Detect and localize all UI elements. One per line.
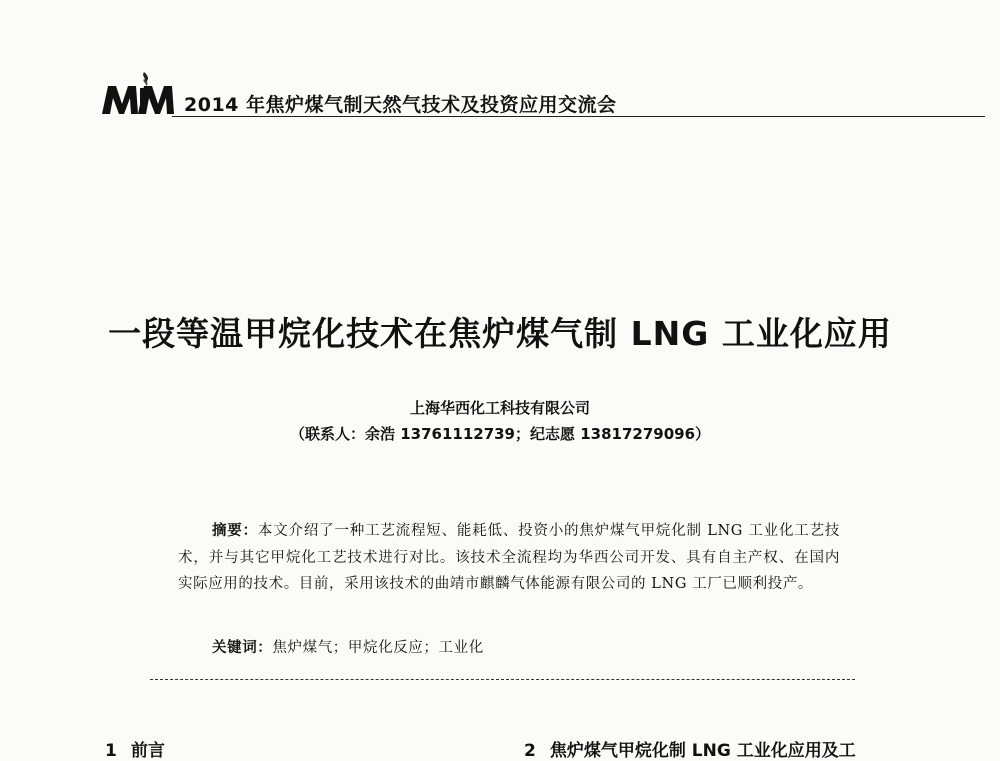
page-header <box>100 68 985 120</box>
section-heading-1 <box>105 736 165 761</box>
section-title: 焦炉煤气甲烷化制 LNG 工业化应用及工 <box>549 741 856 761</box>
abstract-label: 摘要： <box>212 523 258 539</box>
section-number: 2 <box>524 741 536 761</box>
conference-title: 2014 年焦炉煤气制天然气技术及投资应用交流会 <box>184 94 617 116</box>
section-title: 前言 <box>130 741 165 761</box>
conference-logo-icon <box>100 68 176 116</box>
keywords-line <box>212 636 484 657</box>
contact-info: （联系人：余浩 13761112739；纪志愿 13817279096） <box>289 425 711 443</box>
header-divider <box>172 116 985 117</box>
keywords-text: 焦炉煤气；甲烷化反应；工业化 <box>272 640 484 656</box>
abstract-paragraph <box>178 518 840 598</box>
abstract-text: 本文介绍了一种工艺流程短、能耗低、投资小的焦炉煤气甲烷化制 LNG 工业化工艺技术，并与其它甲烷化工艺技术进行对比。该技术全流程均为华西公司开发、具有自主产权、在国内实际应用的技术。目前，采用该技术的曲靖市麒麟气体能源有限公司的 LNG 工厂已顺利投产。 <box>178 523 840 592</box>
section-number: 1 <box>105 741 117 761</box>
keywords-label: 关键词： <box>212 640 273 656</box>
section-heading-2 <box>524 736 856 761</box>
abstract-divider <box>150 679 855 680</box>
paper-title: 一段等温甲烷化技术在焦炉煤气制 LNG 工业化应用 <box>108 314 892 353</box>
author-affiliation: 上海华西化工科技有限公司 <box>409 399 590 417</box>
